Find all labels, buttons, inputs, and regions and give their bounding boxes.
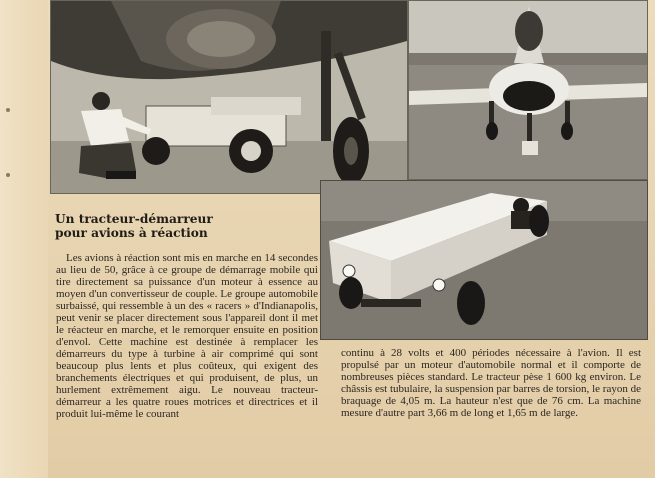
photo-starter-under-jet <box>50 0 408 194</box>
binding-hole <box>6 173 10 177</box>
photo-tractor-starter-image <box>321 181 647 339</box>
photo-jet-front <box>408 0 648 180</box>
article-headline <box>55 212 317 240</box>
headline-line-2: pour avions à réaction <box>55 226 208 240</box>
article-body-column-2: continu à 28 volts et 400 périodes nécessaire à l'avion. Il est propulsé par un moteur d'automobile normal et il comporte de nombreuses pièces standard. Le tracteur pèse 1 600 kg environ. Le châssis est tubulaire, la suspension par barres de torsion, le rayon de braquage de 4,05 m. La hauteur n'est que de 76 cm. La machine mesure d'autre part 3,66 m de long et 1,65 m de large. <box>341 347 641 419</box>
headline-line-1: Un tracteur-démarreur <box>55 212 213 226</box>
binding-hole <box>6 108 10 112</box>
photo-tractor-starter <box>320 180 648 340</box>
photo-jet-front-image <box>409 1 647 179</box>
article-body-column-1: Les avions à réaction sont mis en marche en 14 secondes au lieu de 50, grâce à ce groupe de démarrage mobile qui tire directement sa puissance d'un moteur à essence au moyen d'un convertisseur de couple. Le groupe automobile surbaissé, qui ressemble à un des « racers » d'Indianapolis, peut venir se placer directement sous l'appareil dont il met le réacteur en marche, et le remorquer ensuite en position d'envol. Cette machine est destinée à remplacer les démarreurs du type à turbine à air comprimé qui sont beaucoup plus lents et plus coûteux, qui exigent des branchements électriques et qui produisent, de plus, un hurlement extrêmement aigu. Le nouveau tracteur-démarreur a les quatre roues motrices et directrices et il produit lui-même le courant <box>56 252 318 420</box>
photo-starter-under-jet-image <box>51 1 407 193</box>
page-margin <box>0 0 48 478</box>
